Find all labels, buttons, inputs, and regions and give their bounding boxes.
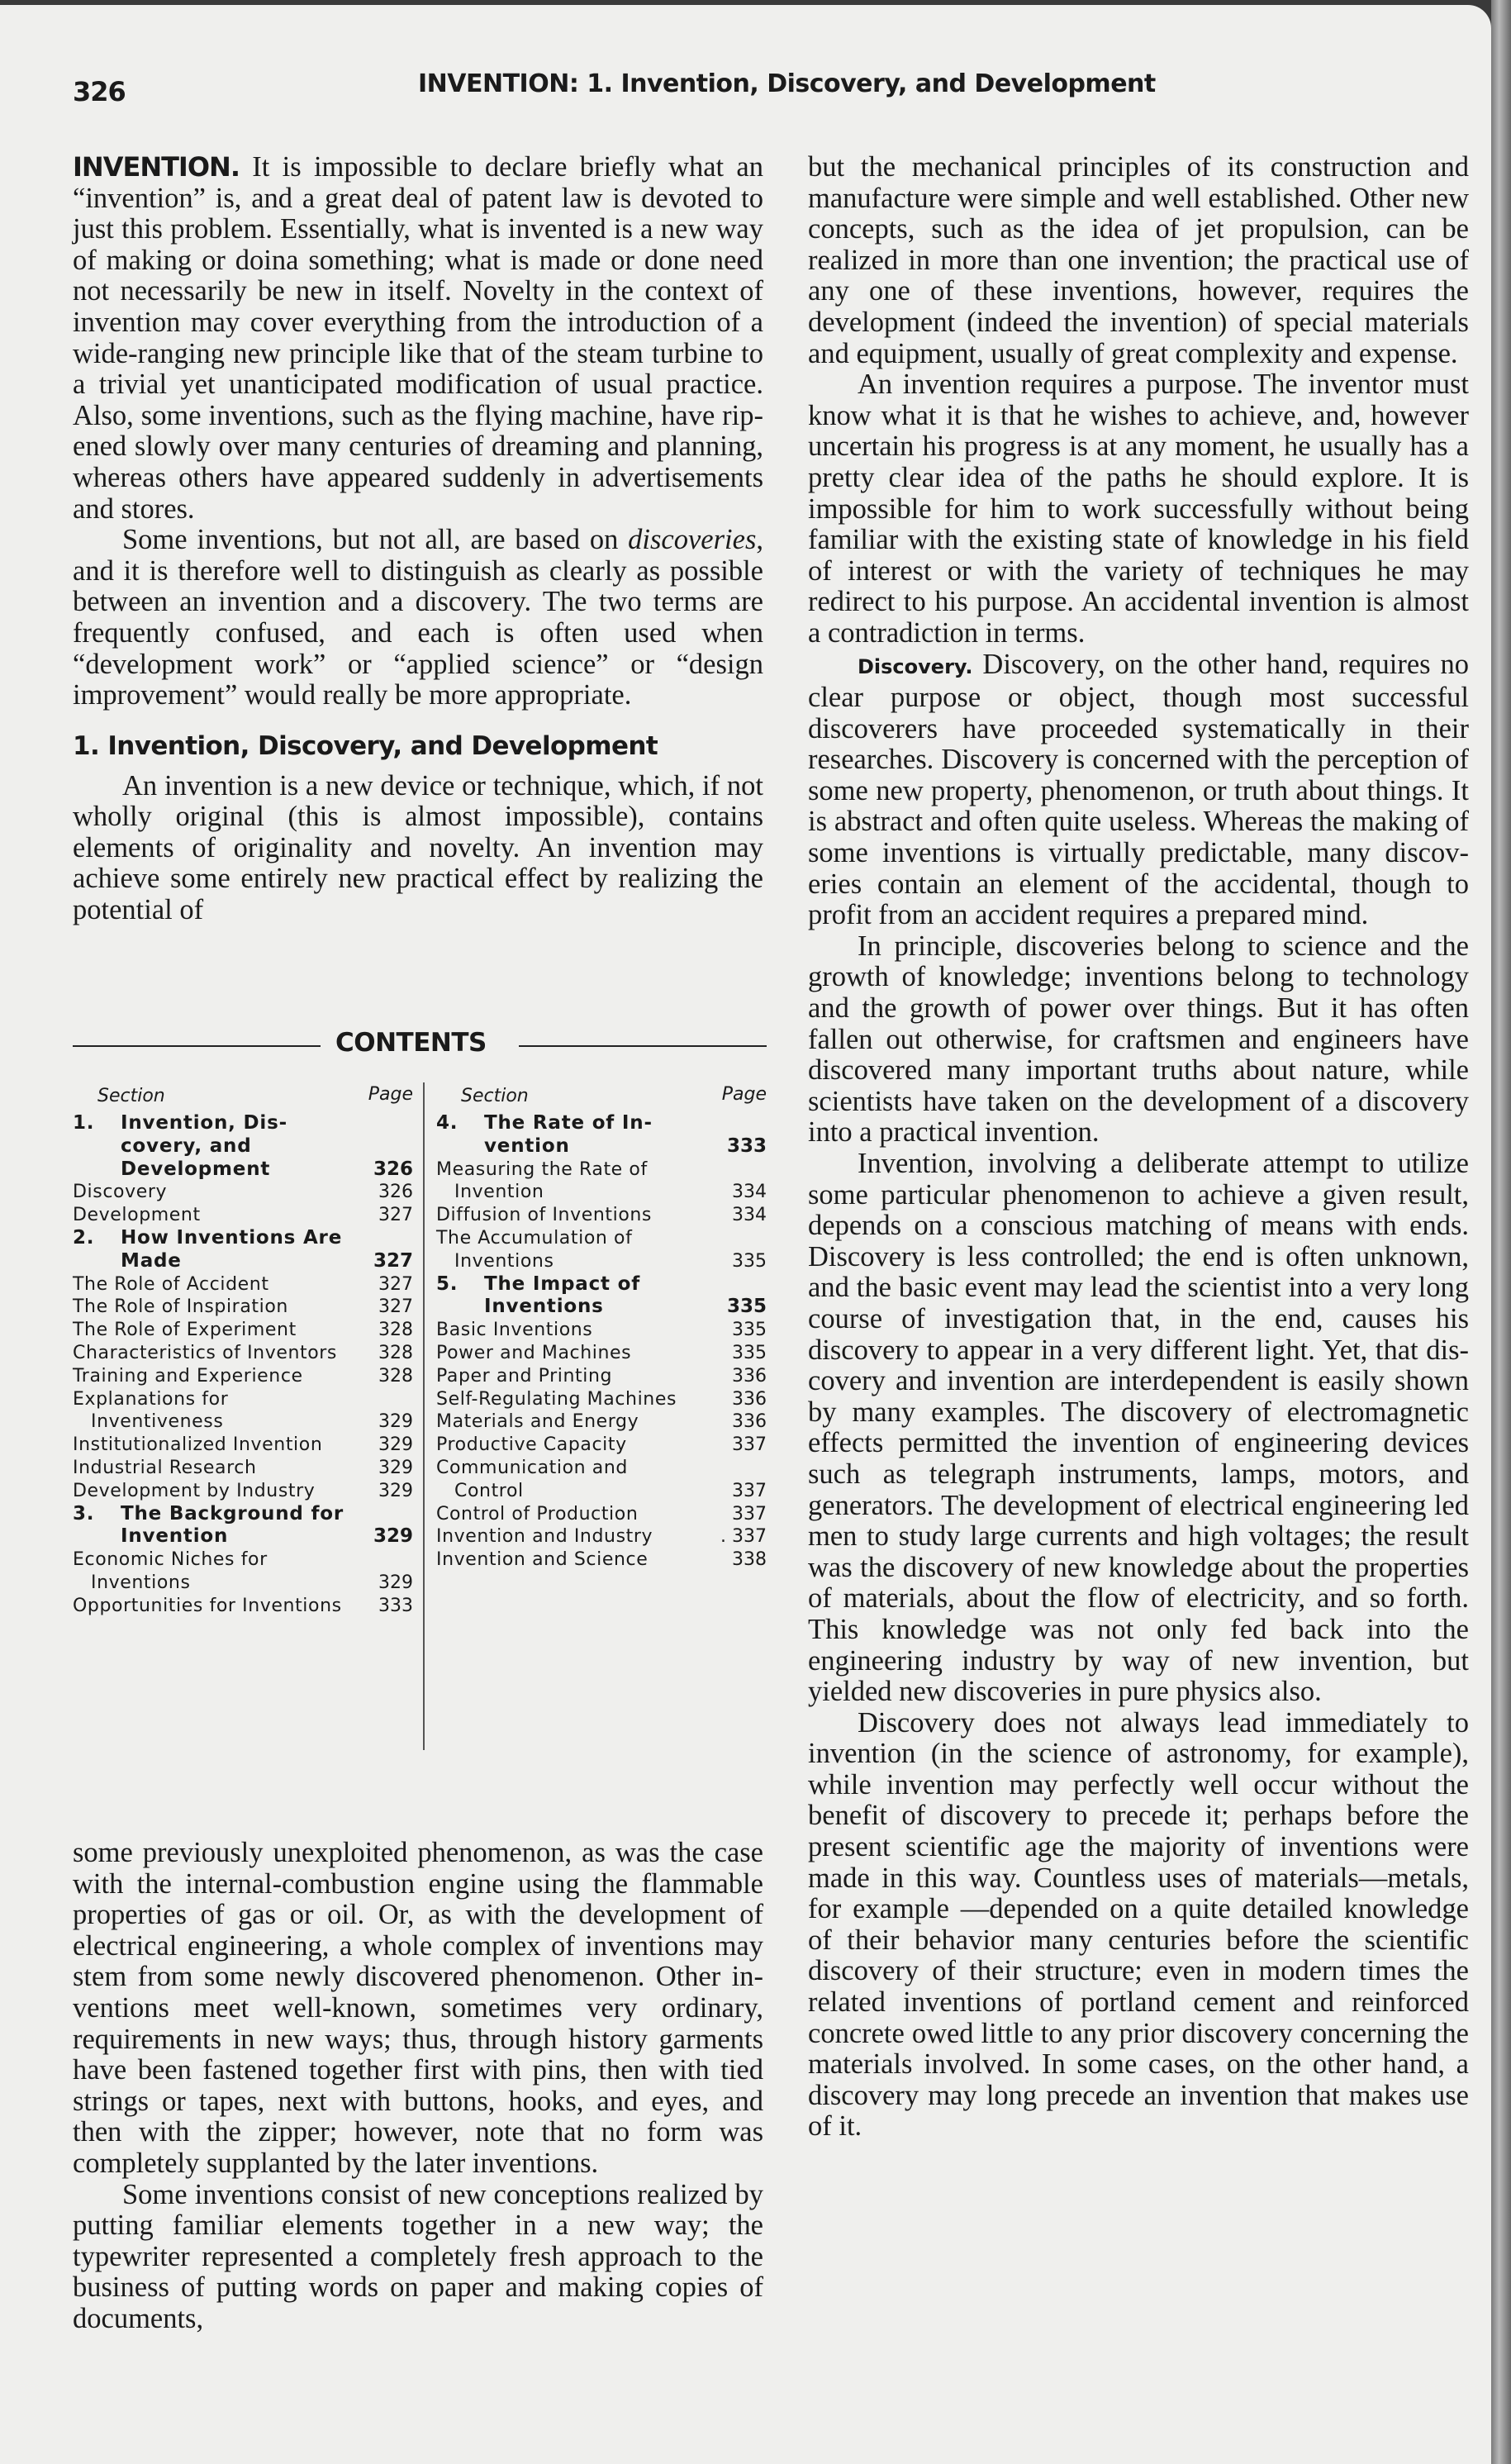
toc-title: Industrial Research: [73, 1457, 257, 1478]
toc-section-link[interactable]: [73, 1112, 413, 1181]
toc-title: Training and Experience: [73, 1365, 303, 1387]
toc-subsection-link[interactable]: [73, 1319, 413, 1342]
toc-page-number: 327: [373, 1249, 413, 1272]
toc-number: 3.: [73, 1502, 95, 1525]
toc-subsection-link[interactable]: [436, 1525, 767, 1548]
toc-title: Economic Niches for Inventions: [73, 1549, 268, 1593]
toc-title: Invention, Discovery, and Development: [121, 1112, 287, 1180]
toc-page-number: 327: [378, 1205, 413, 1226]
toc-subsection-link[interactable]: [436, 1319, 767, 1342]
toc-column-1: [73, 1079, 413, 1618]
toc-label: [436, 1273, 767, 1320]
page-header: Page: [368, 1084, 413, 1105]
divider: [519, 1045, 767, 1047]
section-heading: 1. Invention, Discovery, and Development: [73, 730, 658, 761]
emphasis-discoveries: discoveries: [628, 524, 757, 556]
toc-label: [73, 1595, 413, 1618]
toc-title: Control of Production: [436, 1503, 639, 1525]
toc-page-number: 337: [732, 1503, 767, 1525]
toc-subsection-link[interactable]: [436, 1548, 767, 1572]
toc-subsection-link[interactable]: [436, 1342, 767, 1365]
toc-page-number: 327: [378, 1296, 413, 1318]
toc-label: [73, 1457, 413, 1480]
toc-page-number: 336: [732, 1411, 767, 1433]
toc-subsection-link[interactable]: [73, 1480, 413, 1503]
toc-label: [436, 1204, 767, 1227]
toc-label: [436, 1457, 767, 1503]
toc-page-number: 337: [732, 1480, 767, 1501]
toc-label: [73, 1503, 413, 1549]
paragraph: Some inventions consist of new conceptions realized by putting familiar elements together in a new way; the typewriter represented a completely fresh approach to the business of putting words on paper and making copies of documents,: [73, 2178, 763, 2334]
toc-page-number: 328: [378, 1365, 413, 1387]
toc-label: [73, 1296, 413, 1319]
toc-section-link[interactable]: [436, 1112, 767, 1158]
toc-page-number: 327: [378, 1273, 413, 1295]
toc-label: [73, 1112, 413, 1181]
toc-page-number: 336: [732, 1388, 767, 1410]
page-number: 326: [73, 76, 126, 107]
intro-paragraph: [73, 152, 763, 525]
toc-label: [73, 1273, 413, 1296]
toc-label: [436, 1388, 767, 1411]
toc-label: [73, 1227, 413, 1273]
toc-subsection-link[interactable]: [73, 1457, 413, 1480]
toc-title: Discovery: [73, 1182, 168, 1203]
toc-subsection-link[interactable]: [73, 1181, 413, 1204]
toc-subsection-link[interactable]: [436, 1204, 767, 1227]
toc-title: The Role of Experiment: [73, 1320, 297, 1341]
toc-page-number: 333: [726, 1134, 767, 1157]
toc-label: [436, 1434, 767, 1457]
toc-subsection-link[interactable]: [73, 1548, 413, 1595]
toc-label: [73, 1388, 413, 1434]
toc-title: Diffusion of Inventions: [436, 1205, 652, 1226]
section-header: Section: [97, 1086, 165, 1106]
toc-page-number: 336: [732, 1365, 767, 1387]
left-column: [73, 152, 763, 926]
toc-page-number: 329: [378, 1434, 413, 1456]
toc-title: The Background for Invention: [121, 1502, 344, 1548]
toc-page-number: 329: [378, 1411, 413, 1433]
toc-subsection-link[interactable]: [436, 1388, 767, 1411]
toc-label: [436, 1112, 767, 1158]
running-head: [73, 69, 1477, 111]
toc-label: [73, 1204, 413, 1227]
toc-page-number: 333: [378, 1595, 413, 1616]
toc-label: [436, 1525, 767, 1548]
toc-title: Opportunities for Inventions: [73, 1595, 342, 1616]
toc-section-link[interactable]: [73, 1227, 413, 1273]
toc-title: Basic Inventions: [436, 1320, 593, 1341]
toc-subsection-link[interactable]: [73, 1273, 413, 1296]
paragraph: some previously unexploited phenomenon, as was the case with the internal-combustion engine using the flammable properties of gas or oil. Or, as with the development of electrical engineering, a whole complex of inventions may stem from some newly discovered phenomenon. Other inventions meet well-known, sometimes very ordinary, requirements in new ways; thus, through history garments have been fastened together first with pins, then with tied strings or tapes, next with buttons, hooks, and eyes, and then with the zipper; however, note that no form was completely supplanted by the later inventions.: [73, 1837, 763, 2179]
contents-box: [73, 1028, 767, 1821]
paragraph: Discovery does not always lead immediately to invention (in the science of astronomy, for example), while invention may perfectly well occur without the benefit of discovery to precede it; perhaps before the present scientific age the majority of inventions were made in this way. Countless uses of materials—metals, for example —depended on a quite detailed knowledge of their behavior many centuries before the scientific discovery of their structure; even in modern times the related inventions of portland cement and reinforced concrete owed little to any prior discovery concerning the materials involved. In some cases, on the other hand, a discovery may long precede an invention that makes use of it.: [808, 1706, 1469, 2143]
toc-title: Productive Capacity: [436, 1434, 627, 1456]
intro-text: It is impossible to declare briefly what an “invention” is, and a great deal of patent law is devoted to just this problem. Essentially, what is invented is a new way of making or doina something; what is made or done need not necessarily be new in itself. Novelty in the context of invention may cover everything from the introduction of a wide-ranging new principle like that of the steam turbine to a trivial yet unanticipated modification of usual practice. Also, some inventions, such as the flying machine, have ripened slowly over many centuries of dreaming and planning, whereas others have appeared suddenly in advertisements and stores.: [73, 151, 763, 525]
page-header: Page: [721, 1084, 767, 1105]
toc-subsection-link[interactable]: [73, 1388, 413, 1434]
toc-label: [73, 1548, 413, 1595]
toc-page-number: 335: [732, 1250, 767, 1272]
toc-title: Materials and Energy: [436, 1411, 639, 1433]
toc-title: Development by Industry: [73, 1480, 316, 1501]
toc-page-number: 335: [726, 1296, 767, 1318]
toc-label: [436, 1158, 767, 1205]
toc-page-number: 329: [378, 1457, 413, 1478]
toc-number: 5.: [436, 1272, 459, 1295]
toc-page-number: 337: [732, 1434, 767, 1456]
toc-label: [436, 1319, 767, 1342]
paragraph: Invention, involving a deliberate attempt to utilize some particular phenomenon to achieve a given result, depends on a conscious matching of means with ends. Discovery is less controlled; the end is often unknown, and the basic event may lead the scientist into a very long course of investigation that, in the end, causes his discovery to appear in a very different light. Yet, that discovery and invention are interdependent is easily shown by many examples. The discovery of electromagnetic effects permitted the invention of engineering devices such as telegraph instruments, lamps, motors, and generators. The development of electrical engineering led men to study large currents and high voltages; the result was the discovery of new knowledge about the properties of materials, about the flow of electricity, and so forth. This knowledge was not only fed back into the engineering industry by way of new invention, but yielded new discoveries in pure physics also.: [808, 1148, 1469, 1708]
toc-page-number: 326: [373, 1158, 413, 1180]
entry-title: INVENTION.: [73, 151, 240, 183]
toc-label: [73, 1480, 413, 1503]
subsection-heading: Discovery.: [858, 654, 973, 678]
toc-subsection-link[interactable]: [436, 1365, 767, 1388]
book-page: [0, 5, 1491, 2464]
toc-page-number: 328: [378, 1320, 413, 1341]
toc-label: [73, 1181, 413, 1204]
paragraph: An invention is a new device or technique, which, if not wholly original (this is almost impossible), contains elements of originality and novelty. An invention may achieve some entirely new practical effect by realizing the potential of: [73, 769, 763, 926]
toc-title: Power and Machines: [436, 1342, 632, 1363]
toc-section-link[interactable]: [436, 1273, 767, 1320]
column-divider: [423, 1082, 425, 1750]
toc-label: [73, 1342, 413, 1365]
toc-page-number: 334: [732, 1205, 767, 1226]
toc-title: Communication and Control: [436, 1457, 628, 1501]
book-gutter: [1491, 0, 1511, 2464]
toc-subsection-link[interactable]: [73, 1365, 413, 1388]
toc-title: Measuring the Rate of Invention: [436, 1158, 648, 1203]
toc-title: Invention and Industry: [436, 1526, 653, 1548]
contents-title-row: [73, 1028, 767, 1064]
toc-label: [73, 1319, 413, 1342]
toc-subsection-link[interactable]: [436, 1227, 767, 1273]
toc-title: Paper and Printing: [436, 1365, 613, 1387]
paragraph: but the mechanical principles of its construction and manufacture were simple and well established. Other new concepts, such as the idea of jet propulsion, can be realized in more than one invention; the practical use of any one of these inventions, however, requires the development (indeed the invention) of special materials and equipment, usually of great complexity and expense.: [808, 151, 1469, 369]
toc-number: 1.: [73, 1112, 95, 1134]
toc-label: [73, 1434, 413, 1457]
toc-page-number: 335: [732, 1342, 767, 1363]
toc-number: 2.: [73, 1226, 95, 1249]
toc-subsection-link[interactable]: [73, 1342, 413, 1365]
toc-page-number: 334: [732, 1182, 767, 1203]
toc-page-number: 329: [378, 1572, 413, 1593]
toc-page-number: 338: [732, 1549, 767, 1571]
toc-title: Development: [73, 1205, 201, 1226]
paragraph: An invention requires a purpose. The inventor must know what it is that he wishes to achieve, and, however uncertain his progress is at any moment, he usually has a pretty clear idea of the paths he should explore. It is impossible for him to work successfully without being familiar with the existing state of knowledge in his field of interest or with the variety of techniques he may redirect to his purpose. An accidental invention is almost a contradiction in terms.: [808, 369, 1469, 649]
toc-label: [73, 1365, 413, 1388]
toc-title: Explanations for Inventiveness: [73, 1388, 229, 1433]
left-column-continued: [73, 1838, 763, 2335]
toc-page-number: . 337: [720, 1526, 767, 1548]
toc-page-number: 329: [378, 1480, 413, 1501]
toc-column-2: [436, 1079, 767, 1572]
toc-title: Institutionalized Invention: [73, 1434, 323, 1456]
discovery-paragraph: [808, 649, 1469, 931]
contents-title: CONTENTS: [335, 1028, 487, 1058]
toc-subsection-link[interactable]: [436, 1457, 767, 1503]
toc-label: [436, 1365, 767, 1388]
toc-subsection-link[interactable]: [436, 1158, 767, 1205]
toc-subsection-link[interactable]: [436, 1410, 767, 1434]
running-title: INVENTION: 1. Invention, Discovery, and Development: [418, 69, 1156, 98]
toc-label: [436, 1410, 767, 1434]
toc-title: How Inventions Are Made: [121, 1226, 343, 1272]
toc-page-number: 335: [732, 1320, 767, 1341]
toc-subsection-link[interactable]: [73, 1595, 413, 1618]
toc-page-number: 329: [373, 1525, 413, 1548]
toc-label: [436, 1227, 767, 1273]
toc-label: [436, 1548, 767, 1572]
toc-subsection-link[interactable]: [73, 1296, 413, 1319]
toc-page-number: 328: [378, 1342, 413, 1363]
toc-number: 4.: [436, 1112, 459, 1134]
toc-subsection-link[interactable]: [436, 1503, 767, 1526]
toc-header: [436, 1079, 767, 1112]
toc-title: Invention and Science: [436, 1549, 649, 1571]
toc-title: The Accumulation of Inventions: [436, 1227, 633, 1272]
toc-subsection-link[interactable]: [436, 1434, 767, 1457]
toc-title: The Role of Inspiration: [73, 1296, 288, 1318]
section-header: Section: [461, 1086, 529, 1106]
toc-page-number: 326: [378, 1182, 413, 1203]
toc-section-link[interactable]: [73, 1503, 413, 1549]
toc-subsection-link[interactable]: [73, 1434, 413, 1457]
toc-header: [73, 1079, 413, 1112]
paragraph: [73, 525, 763, 711]
toc-title: The Role of Accident: [73, 1273, 269, 1295]
paragraph: In principle, discoveries belong to science and the growth of knowledge; inventions belong to technology and the growth of power over things. But it has often fallen out otherwise, for craftsmen and engineers have discovered many important truths about nature, while scientists have taken on the development of a discovery into a practical invention.: [808, 930, 1469, 1149]
toc-label: [436, 1342, 767, 1365]
text: Discovery, on the other hand, requires no clear purpose or object, though most successful discoverers have proceeded systematically in their researches. Discovery is concerned with the perception of some new property, phenomenon, or truth about things. It is abstract and often quite useless. Whereas the making of some inventions is virtually predictable, many discoveries contain an element of the accidental, though to profit from an accident requires a prepared mind.: [808, 648, 1469, 931]
divider: [73, 1045, 321, 1047]
toc-title: The Rate of Invention: [484, 1112, 652, 1157]
toc-title: The Impact of Inventions: [484, 1272, 641, 1318]
toc-subsection-link[interactable]: [73, 1204, 413, 1227]
text: , and it is therefore well to distinguish as clearly as possible between an invention and a discovery. The two terms are frequently confused, and each is often used when “development work” or “applied science” or “design improvement” would really be more appropriate.: [73, 524, 763, 711]
text: Some inventions, but not all, are based on: [122, 524, 629, 556]
toc-label: [436, 1503, 767, 1526]
right-column: [808, 152, 1469, 2143]
toc-title: Self-Regulating Machines: [436, 1388, 677, 1410]
toc-title: Characteristics of Inventors: [73, 1342, 337, 1363]
